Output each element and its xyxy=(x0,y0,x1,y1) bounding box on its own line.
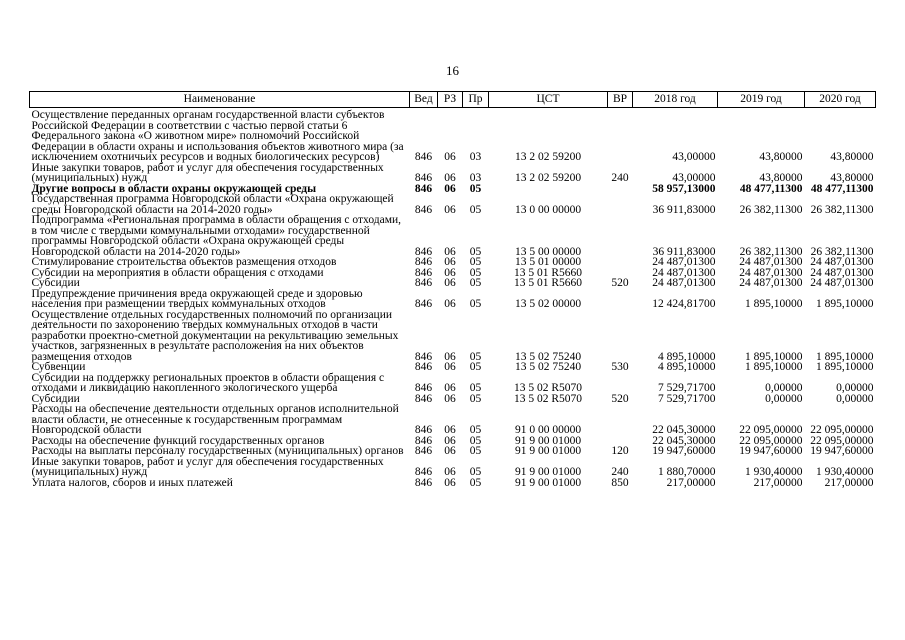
cell-2018: 217,00000 xyxy=(666,476,716,489)
cell-pr: 05 xyxy=(469,361,482,373)
cell-pr: 05 xyxy=(469,266,482,279)
cell-name: Расходы на выплаты персоналу государственных (муниципальных) органов xyxy=(31,445,404,457)
cell-2019: 26 382,11300 xyxy=(739,203,803,216)
cell-rz: 06 xyxy=(444,266,456,279)
cell-2019: 0,00000 xyxy=(765,382,803,394)
cell-ved: 846 xyxy=(414,392,433,405)
cell-2020: 1 895,10000 xyxy=(816,298,874,310)
cell-name: Иные закупки товаров, работ и услуг для обеспечения государственных (муниципальных) нужд xyxy=(31,455,384,478)
cell-name: Расходы на обеспечение функций государственных органов xyxy=(31,434,325,447)
cell-2019: 24 487,01300 xyxy=(739,277,803,289)
cell-2019: 22 095,00000 xyxy=(739,424,803,436)
cell-2018: 43,00000 xyxy=(672,172,716,184)
cell-rz: 06 xyxy=(444,382,456,394)
cell-vr xyxy=(608,194,633,215)
cell-cst: 13 5 01 00000 xyxy=(514,256,582,268)
cell-vr xyxy=(608,373,633,394)
cell-2020: 24 487,01300 xyxy=(810,277,874,289)
cell-rz: 06 xyxy=(444,182,456,195)
cell-2020: 19 947,60000 xyxy=(810,445,874,457)
table-row xyxy=(30,257,876,268)
cell-cst: 13 2 02 59200 xyxy=(514,172,582,184)
cell-rz: 06 xyxy=(444,203,456,216)
col-header-pr: Пр xyxy=(463,92,489,108)
cell-2018: 43,00000 xyxy=(672,151,716,163)
table-row xyxy=(30,194,876,215)
cell-pr: 05 xyxy=(469,466,482,478)
table-row xyxy=(30,108,876,163)
cell-rz: 06 xyxy=(444,277,456,289)
col-header-2019: 2019 год xyxy=(718,92,805,108)
page-number: 16 xyxy=(446,63,459,78)
cell-2020: 0,00000 xyxy=(836,392,874,405)
cell-name: Государственная программа Новгородской области «Охрана окружающей среды Новгородской области на 2014-2020 годы» xyxy=(31,193,394,216)
cell-2018: 58 957,13000 xyxy=(652,182,716,195)
cell-pr: 05 xyxy=(469,203,482,216)
cell-ved: 846 xyxy=(414,298,433,310)
table-header xyxy=(30,92,876,108)
cell-2019: 1 895,10000 xyxy=(745,298,803,310)
table-row xyxy=(30,404,876,436)
cell-name: Субвенции xyxy=(31,361,86,373)
cell-rz: 06 xyxy=(444,392,456,405)
cell-vr xyxy=(608,184,633,195)
cell-rz: 06 xyxy=(444,172,456,184)
cell-pr: 05 xyxy=(469,445,482,457)
cell-2018: 7 529,71700 xyxy=(658,382,716,394)
cell-vr: 240 xyxy=(611,172,629,184)
cell-pr: 05 xyxy=(469,350,482,363)
cell-pr: 03 xyxy=(469,151,482,163)
cell-2018: 1 880,70000 xyxy=(658,466,716,478)
cell-2020: 24 487,01300 xyxy=(810,256,874,268)
cell-cst: 13 5 01 R5660 xyxy=(513,277,583,289)
table-row xyxy=(30,373,876,394)
cell-name: Расходы на обеспечение деятельности отдельных органов исполнительной власти области, не отнесенные к государственным программам Новгородской области xyxy=(31,403,399,436)
cell-ved: 846 xyxy=(414,382,433,394)
cell-name: Другие вопросы в области охраны окружающей среды xyxy=(31,182,317,195)
cell-ved: 846 xyxy=(414,203,433,216)
cell-ved: 846 xyxy=(414,182,433,195)
cell-ved: 846 xyxy=(414,476,433,489)
cell-rz: 06 xyxy=(444,245,456,258)
cell-pr: 05 xyxy=(469,245,482,258)
cell-2020: 48 477,11300 xyxy=(810,182,874,195)
cell-vr xyxy=(608,310,633,363)
cell-rz: 06 xyxy=(444,466,456,478)
budget-table xyxy=(29,91,876,488)
cell-2018: 4 895,10000 xyxy=(658,361,716,373)
cell-2019: 0,00000 xyxy=(765,392,803,405)
cell-vr: 240 xyxy=(611,466,629,478)
cell-cst: 13 5 02 75240 xyxy=(514,350,582,363)
cell-ved: 846 xyxy=(414,266,433,279)
cell-ved: 846 xyxy=(414,256,433,268)
cell-2019: 26 382,11300 xyxy=(739,245,803,258)
cell-vr xyxy=(608,215,633,257)
cell-2019: 48 477,11300 xyxy=(739,182,803,195)
cell-pr: 05 xyxy=(469,256,482,268)
cell-2018: 22 045,30000 xyxy=(652,434,716,447)
cell-vr xyxy=(608,108,633,163)
cell-ved: 846 xyxy=(414,172,433,184)
cell-name: Осуществление переданных органам государственной власти субъектов Российской Федерации в соответствии с частью первой статьи 6 Федерального закона «О животном мире» полномочий Российской Федерации в области охраны и использования объектов животного мира (за исключением охотничьих ресурсов и водных биологических ресурсов) xyxy=(31,109,404,163)
cell-2020: 1 930,40000 xyxy=(816,466,874,478)
cell-cst: 13 5 02 R5070 xyxy=(513,392,583,405)
col-header-2020: 2020 год xyxy=(805,92,876,108)
cell-vr: 530 xyxy=(611,361,629,373)
table-row xyxy=(30,215,876,257)
cell-pr: 05 xyxy=(469,182,482,195)
cell-2019: 1 930,40000 xyxy=(745,466,803,478)
cell-2019: 1 895,10000 xyxy=(745,350,803,363)
cell-rz: 06 xyxy=(444,424,456,436)
cell-pr: 05 xyxy=(469,434,482,447)
cell-name: Субсидии на мероприятия в области обращения с отходами xyxy=(31,266,324,279)
col-header-rz: РЗ xyxy=(438,92,463,108)
cell-2020: 1 895,10000 xyxy=(816,361,874,373)
cell-rz: 06 xyxy=(444,298,456,310)
cell-vr xyxy=(608,257,633,268)
cell-2018: 24 487,01300 xyxy=(652,277,716,289)
cell-ved: 846 xyxy=(414,245,433,258)
cell-name: Предупреждение причинения вреда окружающей среде и здоровью населения при размещении твердых коммунальных отходов xyxy=(31,287,363,310)
table-row xyxy=(30,446,876,457)
cell-2020: 1 895,10000 xyxy=(816,350,874,363)
cell-cst: 91 9 00 01000 xyxy=(514,476,582,489)
cell-2018: 24 487,01300 xyxy=(652,266,716,279)
cell-ved: 846 xyxy=(414,424,433,436)
cell-vr: 520 xyxy=(611,277,629,289)
cell-rz: 06 xyxy=(444,476,456,489)
col-header-vr: ВР xyxy=(608,92,633,108)
table-row xyxy=(30,310,876,363)
cell-2020: 43,80000 xyxy=(830,172,874,184)
cell-ved: 846 xyxy=(414,434,433,447)
cell-ved: 846 xyxy=(414,151,433,163)
cell-pr: 05 xyxy=(469,277,482,289)
cell-vr: 520 xyxy=(611,392,629,405)
cell-2020: 43,80000 xyxy=(830,151,874,163)
cell-cst: 13 5 00 00000 xyxy=(514,245,582,258)
col-header-name: Наименование xyxy=(30,92,410,108)
cell-name: Подпрограмма «Региональная программа в области обращения с отходами, в том числе с твердыми коммунальными отходами» государственной программы Новгородской области «Охрана окружающей среды Новгородской области на 2014-2020 годы» xyxy=(31,214,402,258)
cell-name: Субсидии на поддержку региональных проектов в области обращения с отходами и ликвидацию накопленного экологического ущерба xyxy=(31,371,385,394)
cell-cst xyxy=(489,184,608,195)
cell-2019: 217,00000 xyxy=(753,476,803,489)
cell-ved: 846 xyxy=(414,350,433,363)
cell-cst: 91 9 00 01000 xyxy=(514,434,582,447)
cell-cst: 91 0 00 00000 xyxy=(514,424,582,436)
cell-cst: 13 2 02 59200 xyxy=(514,151,582,163)
cell-2018: 4 895,10000 xyxy=(658,350,716,363)
cell-2020: 24 487,01300 xyxy=(810,266,874,279)
table-row xyxy=(30,457,876,478)
cell-2019: 24 487,01300 xyxy=(739,256,803,268)
cell-pr: 05 xyxy=(469,392,482,405)
cell-pr: 03 xyxy=(469,172,482,184)
cell-2020: 26 382,11300 xyxy=(810,245,874,258)
cell-2020: 26 382,11300 xyxy=(810,203,874,216)
cell-name: Субсидии xyxy=(31,392,80,405)
cell-2019: 1 895,10000 xyxy=(745,361,803,373)
cell-cst: 13 0 00 00000 xyxy=(514,203,582,216)
table-row xyxy=(30,289,876,310)
cell-2019: 43,80000 xyxy=(759,151,803,163)
cell-2019: 24 487,01300 xyxy=(739,266,803,279)
cell-cst: 13 5 01 R5660 xyxy=(513,266,583,279)
cell-2018: 36 911,83000 xyxy=(652,245,716,258)
cell-2018: 12 424,81700 xyxy=(652,298,716,310)
cell-name: Стимулирование строительства объектов размещения отходов xyxy=(31,256,337,268)
cell-rz: 06 xyxy=(444,434,456,447)
cell-pr: 05 xyxy=(469,298,482,310)
cell-2019: 43,80000 xyxy=(759,172,803,184)
cell-rz: 06 xyxy=(444,256,456,268)
cell-cst: 13 5 02 R5070 xyxy=(513,382,583,394)
cell-2018: 24 487,01300 xyxy=(652,256,716,268)
col-header-ved: Вед xyxy=(410,92,438,108)
cell-name: Иные закупки товаров, работ и услуг для обеспечения государственных (муниципальных) нужд xyxy=(31,161,384,184)
col-header-2018: 2018 год xyxy=(633,92,718,108)
cell-2019: 19 947,60000 xyxy=(739,445,803,457)
cell-ved: 846 xyxy=(414,277,433,289)
cell-rz: 06 xyxy=(444,361,456,373)
table-row xyxy=(30,478,876,489)
cell-2018: 19 947,60000 xyxy=(652,445,716,457)
cell-name: Осуществление отдельных государственных полномочий по организации деятельности по захоронению твердых коммунальных отходов в части разработки проектно-сметной документации на рекультивацию земельных участков, загрязненных в результате расположения на них объектов размещения отходов xyxy=(31,308,399,363)
table-row xyxy=(30,362,876,373)
cell-cst: 91 9 00 01000 xyxy=(514,445,582,457)
cell-ved: 846 xyxy=(414,445,433,457)
cell-2019: 22 095,00000 xyxy=(739,434,803,447)
cell-pr: 05 xyxy=(469,424,482,436)
cell-rz: 06 xyxy=(444,350,456,363)
cell-2020: 22 095,00000 xyxy=(810,434,874,447)
cell-vr: 120 xyxy=(611,445,629,457)
cell-rz: 06 xyxy=(444,445,456,457)
cell-2018: 36 911,83000 xyxy=(652,203,716,216)
cell-pr: 05 xyxy=(469,476,482,489)
cell-vr xyxy=(608,404,633,436)
cell-vr xyxy=(608,289,633,310)
cell-cst: 91 9 00 01000 xyxy=(514,466,582,478)
col-header-cst: ЦСТ xyxy=(489,92,608,108)
table-row xyxy=(30,163,876,184)
cell-cst: 13 5 02 75240 xyxy=(514,361,582,373)
cell-cst: 13 5 02 00000 xyxy=(514,298,582,310)
cell-2018: 22 045,30000 xyxy=(652,424,716,436)
cell-2020: 0,00000 xyxy=(836,382,874,394)
cell-pr: 05 xyxy=(469,382,482,394)
cell-name: Субсидии xyxy=(31,277,80,289)
cell-ved: 846 xyxy=(414,361,433,373)
cell-2018: 7 529,71700 xyxy=(658,392,716,405)
cell-rz: 06 xyxy=(444,151,456,163)
cell-2020: 217,00000 xyxy=(824,476,874,489)
cell-name: Уплата налогов, сборов и иных платежей xyxy=(31,476,233,489)
cell-2020: 22 095,00000 xyxy=(810,424,874,436)
table-row xyxy=(30,278,876,289)
cell-vr: 850 xyxy=(611,476,629,489)
cell-ved: 846 xyxy=(414,466,433,478)
